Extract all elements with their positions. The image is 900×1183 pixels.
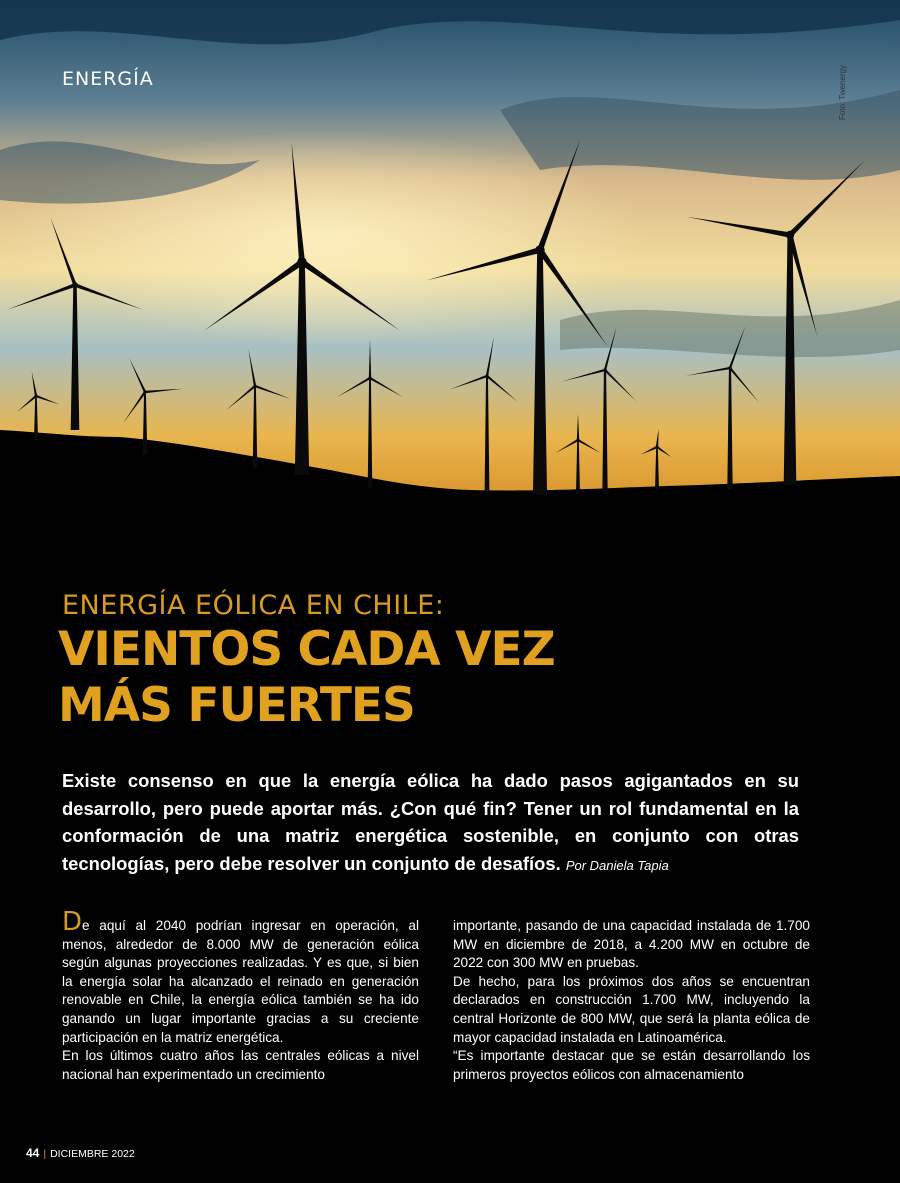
paragraph: importante, pasando de una capacidad instalada de 1.700 MW en diciembre de 2018, a 4.200 MW en octubre de 2022 con 300 MW en pruebas. — [453, 918, 810, 971]
article-headline — [58, 622, 555, 734]
paragraph: “Es importante destacar que se están desarrollando los primeros proyectos eólicos con almacenamiento — [453, 1048, 810, 1082]
lead-text: Existe consenso en que la energía eólica ha dado pasos agigantados en su desarrollo, pero puede aportar más. ¿Con qué fin? Tener un rol fundamental en la conformación de una matriz energética sostenible, en conjunto con otras tecnologías, pero debe resolver un conjunto de desafíos. — [62, 770, 799, 874]
byline: Por Daniela Tapia — [565, 857, 669, 873]
paragraph: De hecho, para los próximos dos años se encuentran declarados en construcción 1.700 MW, incluyendo la central Horizonte de 800 MW, que será la planta eólica de mayor capacidad instalada en Latinoamérica. — [453, 973, 810, 1045]
body-column-right — [453, 917, 810, 1084]
headline-line-1: VIENTOS CADA VEZ — [58, 622, 555, 677]
paragraph — [62, 907, 419, 1047]
page-footer — [26, 1146, 135, 1160]
headline-line-2: MÁS FUERTES — [58, 678, 415, 733]
issue-date: DICIEMBRE 2022 — [50, 1148, 135, 1160]
page-number: 44 — [26, 1146, 40, 1160]
drop-cap: D — [62, 907, 83, 937]
photo-credit: Foto: Twenergy — [838, 65, 847, 120]
paragraph-text: e aquí al 2040 podrían ingresar en operación, al menos, alrededor de 8.000 MW de generación eólica según algunas proyecciones realizadas. Y es que, si bien la energía solar ha alcanzado el reinado en generación renovable en Chile, la energía eólica también se ha ido ganando un lugar importante gracias a su creciente participación en la matriz energética. — [62, 918, 419, 1045]
section-label: ENERGÍA — [62, 68, 154, 90]
paragraph: En los últimos cuatro años las centrales eólicas a nivel nacional han experimentado un crecimiento — [62, 1048, 419, 1082]
article-kicker: ENERGÍA EÓLICA EN CHILE: — [62, 590, 445, 621]
footer-separator: | — [43, 1148, 47, 1160]
body-column-left — [62, 907, 419, 1084]
article-lead — [62, 767, 799, 879]
